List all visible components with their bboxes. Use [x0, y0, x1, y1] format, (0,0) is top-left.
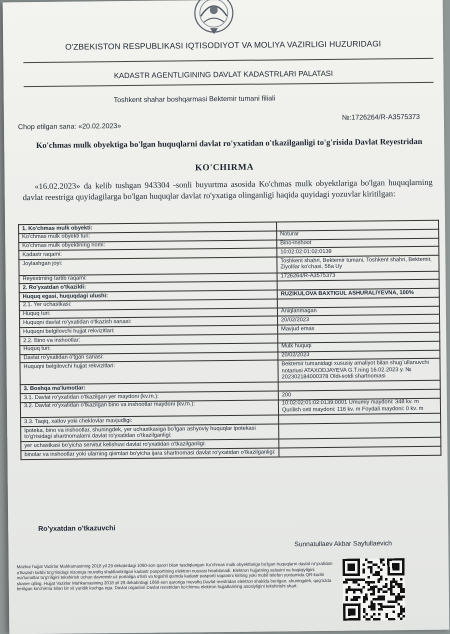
- row-label: binolar va inshootlar yoki ularning qismlari bo'yicha ijara shartnomasi davlat ro'yxatidan o'tkazilganligi:: [21, 448, 279, 459]
- row-label: Huquqni belgilovchi hujjat rekvizitlari:: [20, 360, 278, 385]
- row-label: Kadastr raqami:: [19, 248, 277, 259]
- row-value: 20/02/2023: [278, 350, 440, 360]
- branch-name: Toshkent shahar boshqarmasi Bektemir tumani filiali: [113, 95, 276, 105]
- row-value: [279, 422, 441, 439]
- document-page: [3, 0, 450, 634]
- row-label: Ko'chmas mulk obyekti turi:: [19, 231, 277, 242]
- row-value: 10:02:02:01:02:0139:0001 Umumiy maydoni: 348 kv. m Qurilish osti maydoni: 116 kv. m Foydali maydoni: 0 kv. m: [278, 398, 440, 415]
- row-value: Bektemir tumanidagi xususiy amaliyot bilan shug`ullanuvchi notariusi ATAXODJAYEVA G.T.ning 16.02.2023 y. № 20230218400037​8 Oldi-sotdi shartnomasi: [278, 359, 440, 383]
- row-value: Mavjud emas: [278, 323, 440, 333]
- registry-table: [18, 220, 441, 460]
- intro-paragraph: «16.02.2023» da kelib tushgan 943304 -sonli buyurtma asosida Ko'chmas mulk obyektlariga bo'lgan huquqlarning davlat reestriga quyidagilarga bo'lgan huquqlar davlat ro'yxatiga olinganligi haqida quyidagi yozuvlar kiritilgan:: [22, 177, 433, 203]
- row-label: 2.2. Bino va inshootlar:: [20, 334, 278, 345]
- row-label: 3.2. Davlat ro'yxatidan o'tkazilgan bino va inshootlar maydoni (kv.m.):: [20, 400, 278, 418]
- row-label: Huquqni belgilovchi hujjat rekvizitlari:: [20, 325, 278, 336]
- org-name-line1: O'ZBEKISTON RESPUBLIKASI IQTISODIYOT VA MOLIYA VAZIRLIGI HUZURIDAGI: [65, 39, 382, 52]
- header-divider: [23, 58, 433, 63]
- row-label: Huquq turi:: [20, 343, 278, 354]
- row-value: Toshkent shahri, Bektemir tumani, Toshkent shahri, Bektemir, Ziyolilar ko'chasi, 56a Uy: [277, 255, 439, 272]
- document-subtitle: KO'CHIRMA: [195, 161, 254, 173]
- row-value: Noturar: [277, 229, 439, 239]
- state-emblem-icon: [191, 0, 237, 36]
- row-value: 200: [278, 389, 440, 399]
- row-value: 10:02:02:01:02:0139: [277, 247, 439, 257]
- print-date: Chop etilgan sana: «20.02.2023»: [17, 123, 122, 132]
- qr-code-icon: [343, 558, 406, 621]
- row-value: 20/02/2023: [278, 315, 440, 325]
- registrar-name: Sunnatullaev Akbar Sayfullaevich: [294, 540, 392, 549]
- row-value: RUZIKULOVA BAXTIGUL ASHURALIYEVNA, 100%: [277, 288, 439, 298]
- row-value: Aniqlanmagan: [277, 306, 439, 316]
- header-divider-2: [24, 82, 434, 87]
- row-label: 2. Ro'yxatdan o'tkazildi:: [19, 281, 277, 292]
- org-name-line2: KADASTR AGENTLIGINING DAVLAT KADASTRLARI PALATASI: [113, 68, 334, 81]
- row-label: Ko'chmas mulk obyektining nomi:: [19, 240, 277, 251]
- row-label: 3.3. Taqiq, xatlov yoki cheklovlar mavjudligi:: [21, 415, 279, 426]
- row-label: Joylashgan joyi:: [19, 257, 277, 275]
- row-label: Huquqni davlat ro'yxatidan o'tkazish sanasi:: [20, 316, 278, 327]
- row-label: 3.1. Davlat ro'yxatidan o'tkazilgan yer maydoni (kv.m.):: [20, 391, 278, 402]
- row-label: 3. Boshqa ma'lumotlar:: [20, 382, 278, 393]
- row-label: yer uchastkasi bo'yicha servitut kelishuvi davlat ro'yxatidan o'tkazilganligi:: [21, 439, 279, 450]
- row-label: Reyestrning tartib raqami:: [19, 272, 277, 283]
- row-label: Ipoteka, bino va inshootlar, shuningdek, yer uchastkasiga bo'lgan ashyoviy huquqlar ipotekasi to'g'risidagi shartnomalarni davlat ro'yxatidan o'tkazilganligi:: [21, 424, 279, 442]
- footer-note: Mazkur hujjat Vazirlar Mahkamasining 2018 yil 29 dekabrdagi 1060-son qarori bilan tasdiqlangan Ko'chmas mulk obyektlariga bo'lgan huquqlarni davlat ro'yxatidan o'tkazish tartibi to'g'risidagi nizomga muvofiq shakllantirilgan kadastr pasportining elektron nusxasi hisoblanadi. Elektron hujjatning aslusini va haqiqiyligini ma'lumotlar to'g'riligini tekshirish uchun davreestr.uz portaliga o'tish va tegishli qismda kadastr pasporti raqamini kiriting yoki mobil telefon yordamida QR-kodni skaner qiling. Hujjat Vazirlar Mahkamasining 2018 yil 29 dekabrdagi 1060-son qaroriga muvofiq Davlat reestridan elektron shaklda berilgan, shuningdek, qog'ozda berilgan ko'chirma bilan bir xil yuridik kuchga ega. Davlat organlari Davlat reestridan ko'chirma elektron hujjatlarining asosiyligini tekshirishi shart.: [16, 560, 333, 592]
- row-label: Huquq egasi, huquqdagi ulushi:: [19, 290, 277, 301]
- row-label: Davlat ro'yxatidan o'tgan sanasi:: [20, 351, 278, 362]
- row-value: Mulk huquqi: [278, 341, 440, 351]
- document-title: Ko'chmas mulk obyektiga bo'lgan huquqlarni davlat ro'yxatidan o'tkazilganligi to'g'risida Davlat Reyestridan: [36, 136, 423, 150]
- registrar-label: Ro'yxatdan o'tkazuvchi: [38, 525, 116, 533]
- document-number: №:1726264/R-A3575373: [341, 113, 420, 122]
- row-value: 1726264/R-A3575373: [277, 271, 439, 281]
- row-label: Huquq turi:: [19, 308, 277, 319]
- row-label: 1. Ko'chmas mulk obyekti:: [19, 222, 277, 233]
- row-value: [279, 446, 441, 456]
- row-value: Bino-inshoot: [277, 238, 439, 248]
- row-label: 2.1. Yer uchastkasi:: [19, 299, 277, 310]
